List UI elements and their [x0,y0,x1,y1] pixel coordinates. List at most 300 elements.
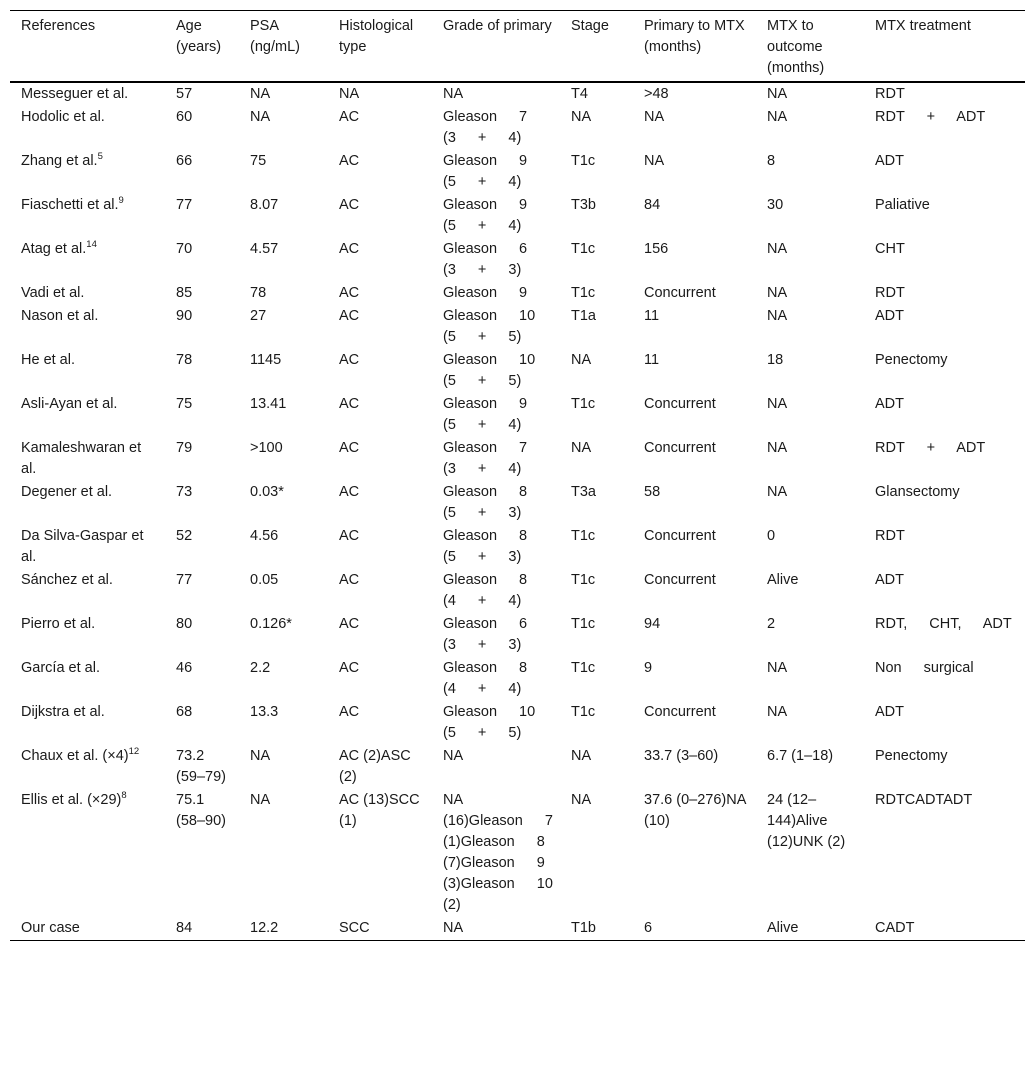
table-row [10,917,1025,941]
cell-tx [864,437,1025,481]
cell-m2o [756,238,864,282]
cell-tx [864,282,1025,305]
table-row [10,569,1025,613]
cell-age [165,569,239,613]
cell-hist [328,305,432,349]
cell-tx [864,917,1025,941]
cell-tx [864,701,1025,745]
cell-text: Gleason 10 (5 + 5) [443,352,536,389]
cell-hist [328,437,432,481]
cell-hist [328,701,432,745]
cell-text: Gleason 10 (5 + 5) [443,308,536,345]
cell-text: AC [339,396,360,412]
cell-psa [239,481,328,525]
cell-text: Vadi et al. [21,285,85,301]
cell-stage [560,917,633,941]
cell-text: AC [339,484,360,500]
table-row [10,701,1025,745]
cell-m2o [756,569,864,613]
cell-text: AC [339,285,360,301]
cell-ref [10,613,165,657]
cell-text: >100 [250,440,283,456]
cell-text: Kamaleshwaran et al. [21,440,142,477]
cell-grade [432,282,560,305]
cell-text: AC [339,528,360,544]
cell-text: RDT [875,528,905,544]
cell-text: T1a [571,308,596,324]
cell-tx [864,525,1025,569]
cell-text: ADT [875,572,904,588]
cell-psa [239,789,328,917]
cell-stage [560,349,633,393]
cell-text: 75.1 (58–90) [176,792,226,829]
cell-text: NA [250,109,271,125]
cell-grade [432,481,560,525]
cell-m2o [756,917,864,941]
cell-text: 2.2 [250,660,271,676]
cell-hist [328,393,432,437]
cell-text: T1c [571,528,596,544]
cell-ref [10,525,165,569]
cell-psa [239,657,328,701]
cell-text: Gleason 6 (3 + 3) [443,241,528,278]
table-row [10,525,1025,569]
cell-ref [10,393,165,437]
cell-text: RDT, CHT, ADT [875,616,1012,632]
cell-text: Concurrent [644,704,716,720]
cell-text: 52 [176,528,193,544]
cell-p2m [633,82,756,106]
cell-text: NA [767,396,788,412]
col-header: Histological type [339,18,414,55]
cell-p2m [633,282,756,305]
cell-text: Chaux et al. (×4) [21,748,129,764]
cell-p2m [633,238,756,282]
cell-stage [560,238,633,282]
cell-text: AC [339,109,360,125]
cell-text: 13.41 [250,396,287,412]
table-row [10,194,1025,238]
cell-psa [239,613,328,657]
col-header: References [21,18,96,34]
cell-text: 6 [644,920,653,936]
cell-p2m [633,745,756,789]
cell-hist [328,917,432,941]
cell-text: 79 [176,440,193,456]
cell-stage [560,569,633,613]
cell-text: T1c [571,704,596,720]
col-header: Age (years) [176,18,222,55]
cell-text: Alive [767,920,799,936]
cell-tx [864,569,1025,613]
cell-text: Gleason 8 (5 + 3) [443,528,528,565]
cell-age [165,613,239,657]
cell-stage [560,282,633,305]
cell-text: 0.05 [250,572,279,588]
table-row [10,349,1025,393]
cell-age [165,393,239,437]
cell-psa [239,349,328,393]
cell-age [165,150,239,194]
cell-age [165,701,239,745]
cell-age [165,437,239,481]
cell-text: 0.126* [250,616,292,632]
cell-text: Degener et al. [21,484,113,500]
cell-text: Asli-Ayan et al. [21,396,118,412]
cell-hist [328,745,432,789]
cell-text: 18 [767,352,784,368]
cell-text: 8 [767,153,776,169]
cell-text: NA [571,748,592,764]
cell-text: 73.2 (59–79) [176,748,226,785]
cell-hist [328,481,432,525]
cell-grade [432,82,560,106]
cell-text: NA [767,86,788,102]
cell-psa [239,194,328,238]
cell-stage [560,481,633,525]
cell-psa [239,238,328,282]
cell-grade [432,789,560,917]
table-row [10,82,1025,106]
cell-text: Penectomy [875,748,948,764]
cell-text: García et al. [21,660,100,676]
table-container [10,10,1025,941]
table-row [10,745,1025,789]
cell-text: Concurrent [644,528,716,544]
cell-text: Gleason 8 (4 + 4) [443,572,528,609]
cell-tx [864,238,1025,282]
cell-age [165,82,239,106]
cell-text: ADT [875,308,904,324]
cell-text: AC (13)SCC (1) [339,792,420,829]
cell-stage [560,150,633,194]
cell-age [165,194,239,238]
cell-text: AC [339,704,360,720]
cell-m2o [756,481,864,525]
cell-psa [239,569,328,613]
cell-m2o [756,613,864,657]
cell-text: NA [571,440,592,456]
cell-p2m [633,150,756,194]
cell-p2m [633,481,756,525]
cell-text: NA [644,109,665,125]
cell-hist [328,657,432,701]
cell-text: NA [250,86,271,102]
cell-stage [560,701,633,745]
cell-text: Gleason 9 (5 + 4) [443,396,528,433]
table-row [10,657,1025,701]
cell-text: 156 [644,241,669,257]
cell-stage [560,106,633,150]
cell-grade [432,613,560,657]
cell-text: NA [339,86,360,102]
cell-text: RDT [875,285,905,301]
cell-ref [10,789,165,917]
cell-grade [432,349,560,393]
cell-ref [10,701,165,745]
cell-text: 4.57 [250,241,279,257]
cell-p2m [633,305,756,349]
cell-hist [328,82,432,106]
cell-text: AC [339,660,360,676]
cell-text: 84 [644,197,661,213]
cell-m2o [756,701,864,745]
col-header: Grade of primary [443,18,552,34]
cell-m2o [756,305,864,349]
cell-grade [432,238,560,282]
cell-p2m [633,613,756,657]
cell-text: Gleason 9 (5 + 4) [443,197,528,234]
cell-text: T1b [571,920,596,936]
cell-grade [432,150,560,194]
cell-text: 13.3 [250,704,279,720]
cell-text: NA (16)Gleason 7 (1)Gleason 8 (7)Gleason 9 (3)Gleason 10 (2) [443,792,553,913]
cell-text: NA [571,352,592,368]
cell-text: 94 [644,616,661,632]
cell-text: Glansectomy [875,484,960,500]
cell-age [165,305,239,349]
cell-text: NA [767,660,788,676]
cell-text: AC [339,197,360,213]
cell-text: Paliative [875,197,930,213]
cell-text: 37.6 (0–276)NA (10) [644,792,746,829]
cell-ref [10,194,165,238]
cell-text: 84 [176,920,193,936]
cell-text: 30 [767,197,784,213]
cell-text: Sánchez et al. [21,572,113,588]
cell-text: CADT [875,920,915,936]
cell-text: T4 [571,86,588,102]
cell-text: 77 [176,197,193,213]
cell-m2o [756,194,864,238]
cell-text: NA [644,153,665,169]
citation-superscript: 9 [118,195,124,207]
cell-tx [864,305,1025,349]
cell-text: AC [339,440,360,456]
cell-hist [328,349,432,393]
cell-p2m [633,917,756,941]
cell-psa [239,82,328,106]
cell-text: T1c [571,241,596,257]
cell-age [165,745,239,789]
cell-grade [432,569,560,613]
cell-p2m [633,194,756,238]
cell-psa [239,282,328,305]
cell-hist [328,525,432,569]
cell-text: 2 [767,616,776,632]
cell-text: 0.03* [250,484,284,500]
cell-text: 75 [250,153,267,169]
cell-hist [328,282,432,305]
cell-age [165,106,239,150]
cell-ref [10,150,165,194]
citation-superscript: 12 [128,746,140,758]
cell-text: Our case [21,920,80,936]
cell-ref [10,437,165,481]
cell-grade [432,305,560,349]
cell-text: Gleason 10 (5 + 5) [443,704,536,741]
cell-text: 6.7 (1–18) [767,748,834,764]
cell-text: 46 [176,660,193,676]
cell-text: NA [443,748,464,764]
cell-hist [328,238,432,282]
cell-text: T1c [571,616,596,632]
cell-p2m [633,657,756,701]
table-row [10,613,1025,657]
cell-text: AC [339,616,360,632]
cell-text: NA [767,109,788,125]
cell-psa [239,437,328,481]
table-row [10,282,1025,305]
cell-tx [864,150,1025,194]
cell-hist [328,789,432,917]
cell-m2o [756,437,864,481]
cell-text: Concurrent [644,440,716,456]
citation-superscript: 14 [86,239,97,251]
cell-tx [864,393,1025,437]
cell-m2o [756,393,864,437]
cell-ref [10,282,165,305]
cell-tx [864,194,1025,238]
cell-text: NA [250,792,271,808]
cell-text: 77 [176,572,193,588]
cell-text: 78 [176,352,193,368]
cell-grade [432,745,560,789]
cell-text: T3a [571,484,596,500]
cell-grade [432,393,560,437]
table-row [10,150,1025,194]
col-header: Primary to MTX (months) [644,18,745,55]
cell-ref [10,745,165,789]
cell-text: T1c [571,396,596,412]
cell-stage [560,437,633,481]
cell-hist [328,106,432,150]
cell-text: Non surgical [875,660,974,676]
cell-m2o [756,349,864,393]
table-row [10,393,1025,437]
cell-text: Dijkstra et al. [21,704,105,720]
cell-text: Ellis et al. (×29) [21,792,122,808]
cell-age [165,789,239,917]
cell-text: RDT + ADT [875,109,986,125]
table-row [10,789,1025,917]
cell-m2o [756,745,864,789]
cell-ref [10,657,165,701]
cell-tx [864,657,1025,701]
cell-ref [10,349,165,393]
cell-text: RDTCADTADT [875,792,973,808]
cell-text: T1c [571,285,596,301]
table-row [10,481,1025,525]
cell-age [165,349,239,393]
cell-stage [560,82,633,106]
cell-m2o [756,789,864,917]
cell-tx [864,613,1025,657]
cell-hist [328,194,432,238]
cell-text: AC [339,153,360,169]
cell-m2o [756,657,864,701]
cell-p2m [633,393,756,437]
cell-m2o [756,150,864,194]
cell-text: 70 [176,241,193,257]
table-header-row [10,11,1025,83]
cell-text: Hodolic et al. [21,109,105,125]
cell-text: 0 [767,528,776,544]
citation-superscript: 5 [97,151,103,163]
cell-text: NA [443,920,464,936]
cell-ref [10,481,165,525]
cell-grade [432,917,560,941]
cell-text: NA [767,285,788,301]
cell-p2m [633,569,756,613]
cell-text: Penectomy [875,352,948,368]
col-header: MTX treatment [875,18,971,34]
col-header: MTX to outcome (months) [767,18,825,76]
cell-psa [239,745,328,789]
cell-text: NA [571,109,592,125]
cell-text: 85 [176,285,193,301]
cell-m2o [756,525,864,569]
cell-psa [239,701,328,745]
cell-text: 60 [176,109,193,125]
cell-tx [864,106,1025,150]
cell-p2m [633,106,756,150]
cell-text: Gleason 6 (3 + 3) [443,616,528,653]
cell-ref [10,305,165,349]
cell-psa [239,305,328,349]
cell-ref [10,917,165,941]
cell-text: NA [767,484,788,500]
cell-text: 68 [176,704,193,720]
cell-stage [560,525,633,569]
cell-text: ADT [875,396,904,412]
cell-ref [10,82,165,106]
cell-text: Da Silva-Gaspar et al. [21,528,144,565]
cell-grade [432,525,560,569]
cell-tx [864,349,1025,393]
cell-text: T1c [571,153,596,169]
cell-text: Fiaschetti et al. [21,197,119,213]
cell-ref [10,106,165,150]
table-row [10,305,1025,349]
cell-stage [560,657,633,701]
cell-tx [864,745,1025,789]
cell-text: Gleason 8 (5 + 3) [443,484,528,521]
cell-text: AC [339,572,360,588]
cell-age [165,525,239,569]
cell-text: T1c [571,660,596,676]
cell-text: Concurrent [644,572,716,588]
cell-text: NA [767,440,788,456]
cell-age [165,481,239,525]
col-header: PSA (ng/mL) [250,18,300,55]
cell-text: RDT + ADT [875,440,986,456]
cell-text: 57 [176,86,193,102]
cell-text: T1c [571,572,596,588]
col-header: Stage [571,18,609,34]
cell-ref [10,238,165,282]
cell-text: 24 (12–144)Alive (12)UNK (2) [767,792,846,850]
cell-p2m [633,437,756,481]
cell-text: 9 [644,660,653,676]
cell-text: 90 [176,308,193,324]
cell-text: 80 [176,616,193,632]
cell-text: 78 [250,285,267,301]
cell-age [165,238,239,282]
cell-psa [239,917,328,941]
cell-text: CHT [875,241,905,257]
cell-text: AC (2)ASC (2) [339,748,411,785]
